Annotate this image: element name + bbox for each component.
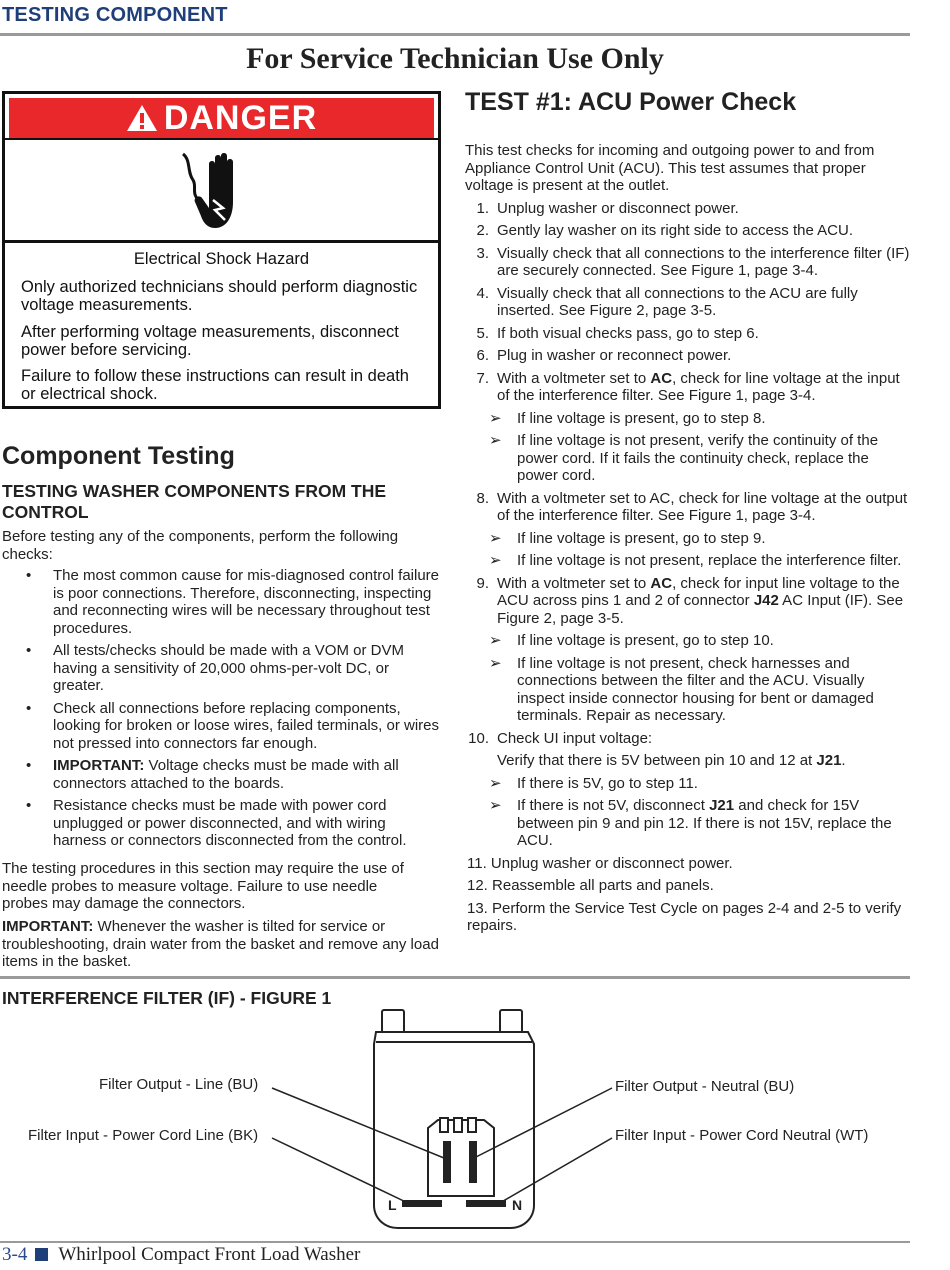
arrow-bullet-icon: ➢ [489,632,502,649]
step-text: With a voltmeter set to AC, check for line voltage at the output of the interference filter. See Figure 1, page 3-4. [497,489,908,524]
service-title: For Service Technician Use Only [246,42,664,75]
step-text: Check UI input voltage: [497,729,653,747]
step-item [465,490,910,525]
figure-rule [0,976,910,979]
page-number: 3-4 [2,1244,28,1265]
connector-housing [428,1118,494,1196]
bullet-text: Check all connections before replacing components, looking for broken or loose wires, failed terminals, or wires not pressed into connectors far enough. [53,699,439,752]
step-number: 2. [476,222,489,239]
step-number: 9. [476,574,489,592]
step-number: 1. [476,199,489,217]
label-filter-input-line: Filter Input - Power Cord Line (BK) [28,1127,259,1144]
warning-triangle-icon [126,104,158,132]
sub-item [465,775,910,793]
test1-heading: TEST #1: ACU Power Check [465,88,797,116]
step-text: With a voltmeter set to [497,574,651,592]
intro-text: Before testing any of the components, perform the following checks: [2,528,399,563]
figure-title: INTERFERENCE FILTER (IF) - FIGURE 1 [2,988,332,1008]
test1-steps [465,142,910,940]
important-note [2,918,442,971]
step-bold: AC [650,369,673,387]
step-item [465,245,910,280]
label-filter-input-neutral: Filter Input - Power Cord Neutral (WT) [615,1127,869,1144]
sub-text: If there is not 5V, disconnect [517,797,710,814]
step-item [465,200,910,218]
step-text: Unplug washer or disconnect power. [497,199,739,217]
step-item [465,370,910,405]
step-text: AC Input (IF). See Figure 2, page 3-5. [497,592,904,627]
step-number: 3. [476,244,489,262]
step-number: 5. [476,324,489,342]
bullet-text: The most common cause for mis-diagnosed control failure is poor connections. Therefore, disconnecting, inspecting and reconnecting wires will be necessary throughout test procedures. [53,567,440,637]
step-bold: J21 [816,752,842,769]
danger-word: DANGER [163,98,318,137]
step-number: 6. [476,347,489,364]
sub-text: If line voltage is not present, replace the interference filter. [517,552,902,569]
step-text: , check for line voltage at the input of the interference filter. See Figure 1, page 3-4. [497,369,900,404]
important-text: Whenever the washer is tilted for service or troubleshooting, drain water from the basket and remove any load items in the basket. [2,918,439,970]
step-continuation [465,752,910,770]
arrow-bullet-icon: ➢ [489,774,502,792]
sub-item [465,655,910,725]
bullet-text: All tests/checks should be made with a VOM or DVM having a sensitivity of 20,000 ohms-per-volt DC, or greater. [53,642,404,694]
step-text: Plug in washer or reconnect power. [497,347,732,364]
sub-text: If line voltage is present, go to step 8. [517,409,766,427]
step-text: Visually check that all connections to the interference filter (IF) are securely connected. See Figure 1, page 3-4. [497,244,910,279]
bullet-text: Voltage checks must be made with all connectors attached to the boards. [53,757,399,792]
hazard-paragraph: Only authorized technicians should perform diagnostic voltage measurements. [21,278,418,314]
arrow-bullet-icon: ➢ [489,552,502,569]
important-label: IMPORTANT: [2,918,94,935]
terminal-mark-n: N [512,1197,523,1213]
footer-title: Whirlpool Compact Front Load Washer [58,1244,361,1265]
electric-shock-hand-icon [177,150,257,234]
test1-intro: This test checks for incoming and outgoing power to and from Appliance Control Unit (ACU). This test assumes that proper voltage is present at the outlet. [465,142,875,194]
step-bold: J21 [709,797,735,814]
sub-item [465,530,910,548]
label-filter-output-neutral: Filter Output - Neutral (BU) [615,1078,795,1095]
step-bold: AC [650,574,673,592]
hazard-paragraph: After performing voltage measurements, disconnect power before servicing. [21,323,399,359]
step-number: 7. [476,369,489,387]
sub-item [465,432,910,485]
step-text: With a voltmeter set to [497,369,651,387]
testing-subheading: TESTING WASHER COMPONENTS FROM THE CONTROL [2,481,387,522]
arrow-bullet-icon: ➢ [489,529,502,547]
sub-item [465,410,910,428]
terminal-mark-l: L [388,1197,397,1213]
step-text: , check for input line voltage to the ACU across pins 1 and 2 of connector [497,574,900,609]
step-item [465,730,910,748]
sub-text: If line voltage is not present, verify the continuity of the power cord. If it fails the continuity check, replace the power cord. [517,432,879,484]
step-item: 11. Unplug washer or disconnect power. [467,854,733,872]
list-item: • The most common cause for mis-diagnosed control failure is poor connections. Therefore, disconnecting, inspecting and reconnecting wires will be necessary throughout test procedures. [26,567,440,637]
step-item [465,347,910,365]
hazard-title: Electrical Shock Hazard [133,250,310,268]
step-number: 4. [476,284,489,302]
list-item: • All tests/checks should be made with a VOM or DVM having a sensitivity of 20,000 ohms-per-volt DC, or greater. [26,642,404,694]
step-text: If both visual checks pass, go to step 6. [497,324,759,342]
danger-box [2,91,441,409]
arrow-bullet-icon: ➢ [489,797,502,814]
bullet-bold: IMPORTANT: [53,757,145,774]
arrow-bullet-icon: ➢ [489,654,502,672]
footer [2,1244,360,1266]
sub-text: If line voltage is present, go to step 10. [517,632,774,649]
header-rule [0,33,910,36]
precheck-list [22,567,442,855]
bullet-text: Resistance checks must be made with power cord unplugged or power disconnected, and with wiring harness or connectors disconnected from the control. [53,797,407,849]
footer-rule [0,1241,910,1243]
step-item [465,285,910,320]
step-item [465,222,910,240]
list-item: • Resistance checks must be made with power cord unplugged or power disconnected, and with wiring harness or connectors disconnected from the control. [26,797,407,849]
sub-item [465,632,910,650]
step-number: 10. [468,729,489,747]
step-item: 12. Reassemble all parts and panels. [467,877,714,894]
step-text: Visually check that all connections to the ACU are fully inserted. See Figure 2, page 3-5. [497,284,858,319]
step-text: . [841,752,846,769]
sub-text: If line voltage is not present, check harnesses and connections between the filter and the ACU. Visually inspect inside connector housing for bent or damaged terminals. Repair as necessary. [517,654,874,724]
arrow-bullet-icon: ➢ [489,409,502,427]
list-item: • Check all connections before replacing components, looking for broken or loose wires, failed terminals, or wires not pressed into connectors far enough. [26,699,439,752]
sub-text: and check for 15V between pin 9 and pin 12. If there is not 15V, replace the ACU. [517,797,892,849]
step-item [465,325,910,343]
label-filter-output-line: Filter Output - Line (BU) [99,1076,259,1093]
sub-text: If there is 5V, go to step 11. [517,774,698,792]
needle-probe-note: The testing procedures in this section may require the use of needle probes to measure voltage. Failure to use needle probes may damage the connectors. [2,860,404,912]
step-number: 8. [476,489,489,507]
step-text: Gently lay washer on its right side to access the ACU. [497,222,853,239]
sub-text: If line voltage is present, go to step 9. [517,529,766,547]
interference-filter-diagram [0,1000,910,1238]
arrow-bullet-icon: ➢ [489,432,502,449]
sub-item [465,552,910,570]
hazard-paragraph: Failure to follow these instructions can result in death or electrical shock. [21,367,409,403]
danger-divider [5,138,438,140]
component-testing-heading: Component Testing [2,442,235,470]
step-text: Verify that there is 5V between pin 10 and 12 at [497,752,817,769]
list-item: • IMPORTANT: Voltage checks must be made with all connectors attached to the boards. [26,757,399,792]
footer-square-icon [35,1248,48,1261]
step-item [465,575,910,628]
sub-item [465,797,910,850]
step-item: 13. Perform the Service Test Cycle on pages 2-4 and 2-5 to verify repairs. [467,899,902,934]
danger-banner [9,98,434,138]
section-header: TESTING COMPONENT [2,4,228,26]
danger-divider [5,240,438,243]
step-bold: J42 [753,592,779,609]
